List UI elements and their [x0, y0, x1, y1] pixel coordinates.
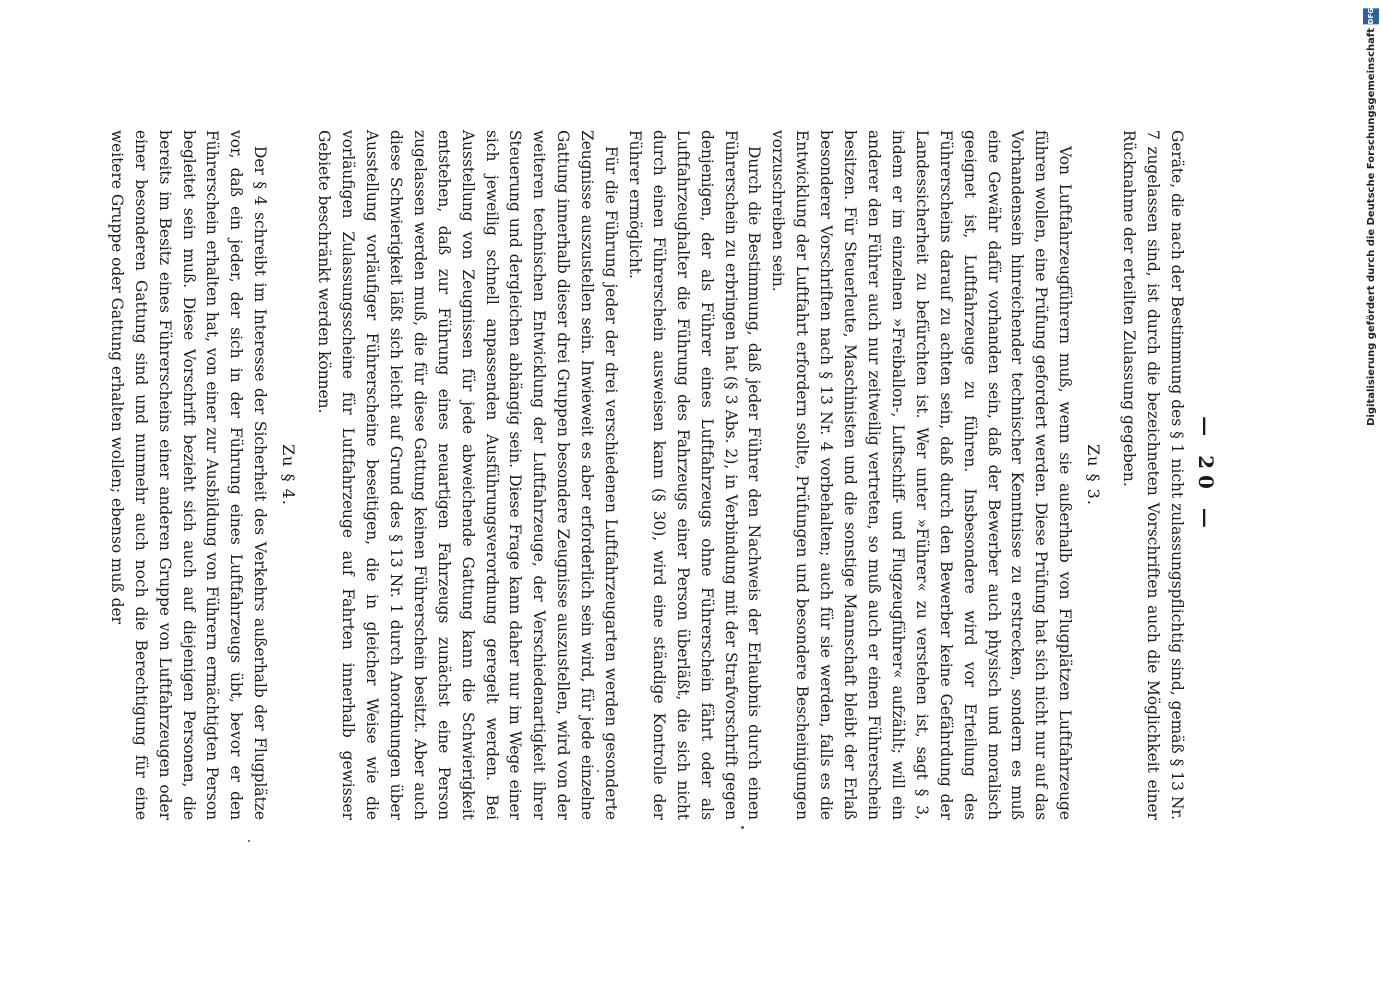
- section-3-paragraph-3: Für die Führung jeder der drei verschiedenen Luftfahrzeugarten werden gesonderte Zeugnisse auszustellen sein. Inwieweit es aber erforderlich sein wird, für jede einzelne Gattung innerhalb dieser drei Gruppen besondere Zeugnisse auszustellen, wird von der weiteren technischen Entwicklung der Luftfahrzeuge, der Verschiedenartigkeit ihrer Steuerung und dergleichen abhängig sein. Diese Frage kann daher nur im Wege einer sich jeweilig schnell anpassenden Ausführungsverordnung geregelt werden. Bei Ausstellung von Zeugnissen für jede abweichende Gattung kann die Schwierigkeit entstehen, daß zur Führung eines neuartigen Fahrzeugs zunächst eine Person zugelassen werden muß, die für diese Gattung keinen Führerschein besitzt. Aber auch diese Schwierigkeit läßt sich leicht auf Grund des § 13 Nr. 1 durch Anordnungen über Ausstellung vorläufiger Führerscheine beseitigen, die in gleicher Weise wie die vorläufigen Zulassungsscheine für Luftfahrzeuge auf Fahrten innerhalb gewisser Gebiete beschränkt werden können.: [315, 130, 621, 820]
- scanned-page: [107, 130, 1220, 820]
- page-number: — 20 —: [1194, 416, 1218, 534]
- scan-speck: [248, 840, 250, 842]
- dfg-credit-text: Digitalisierung gefördert durch die Deutsche Forschungsgemeinschaft: [1365, 28, 1377, 427]
- section-3-paragraph-1: Von Luftfahrzeugführern muß, wenn sie außerhalb von Flugplätzen Luftfahrzeuge führen wollen, eine Prüfung gefordert werden. Diese Prüfung hat sich nicht nur auf das Vorhandensein hinreichender technischer Kenntnisse zu erstrecken, sondern es muß eine Gewähr dafür vorhanden sein, daß der Bewerber auch physisch und moralisch geeignet ist, Luftfahrzeuge zu führen. Insbesondere wird vor Erteilung des Führerscheins darauf zu achten sein, daß durch den Bewerber keine Gefährdung der Landessicherheit zu befürchten ist. Wer unter »Führer« zu verstehen ist, sagt § 3, indem er im einzelnen »Freiballon-, Luftschiff- und Flugzeugführer« aufzählt; will ein anderer den Führer auch nur zeitweilig vertreten, so muß auch er einen Führerschein besitzen. Für Steuerleute, Maschinisten und die sonstige Mannschaft bleibt der Erlaß besonderer Vorschriften nach § 13 Nr. 4 vorbehalten; auch für sie werden, falls es die Entwicklung der Luftfahrt erfordern sollte, Prüfungen und besondere Bescheinigungen vorzuschreiben sein.: [769, 130, 1075, 820]
- page-body: [104, 130, 1188, 820]
- section-4-paragraph-1: Der § 4 schreibt im Interesse der Sicherheit des Verkehrs außerhalb der Flugplätze vor, daß ein jeder, der sich in der Führung eines Luftfahrzeugs übt, bevor er den Führerschein erhalten hat, von einer zur Ausbildung von Führern ermächtigten Person begleitet sein muß. Diese Vorschrift bezieht sich auch auf diejenigen Personen, die bereits im Besitz eines Führerscheins einer anderen Gruppe von Luftfahrzeugen oder einer besonderen Gattung sind und nunmehr auch noch die Berechtigung für eine weitere Gruppe oder Gattung erhalten wollen; ebenso muß der: [107, 130, 270, 820]
- intro-paragraph: Geräte, die nach der Bestimmung des § 1 nicht zulassungspflichtig sind, gemäß § 13 Nr. 7 zugelassen sind, ist durch die bezeichneten Vorschriften auch die Möglichkeit einer Rücknahme der erteilten Zulassung gegeben.: [1120, 130, 1186, 820]
- dfg-logo-icon: DFG: [1363, 8, 1379, 24]
- section-3-paragraph-2: Durch die Bestimmung, daß jeder Führer den Nachweis der Erlaubnis durch einen Führerschein zu erbringen hat (§ 3 Abs. 2), in Verbindung mit der Strafvorschrift gegen denjenigen, der als Führer eines Luftfahrzeugs ohne Führerschein fährt oder als Luftfahrzeughalter die Führung des Fahrzeugs einer Person überläßt, die sich nicht durch einen Führerschein ausweisen kann (§ 30), wird eine ständige Kontrolle der Führer ermöglicht.: [625, 130, 764, 820]
- section-heading-4: Zu § 4.: [279, 444, 299, 506]
- section-heading-3: Zu § 3.: [1084, 444, 1104, 506]
- dfg-credit: [1362, 8, 1380, 427]
- scan-speck: [741, 826, 744, 829]
- scan-speck: [597, 770, 599, 772]
